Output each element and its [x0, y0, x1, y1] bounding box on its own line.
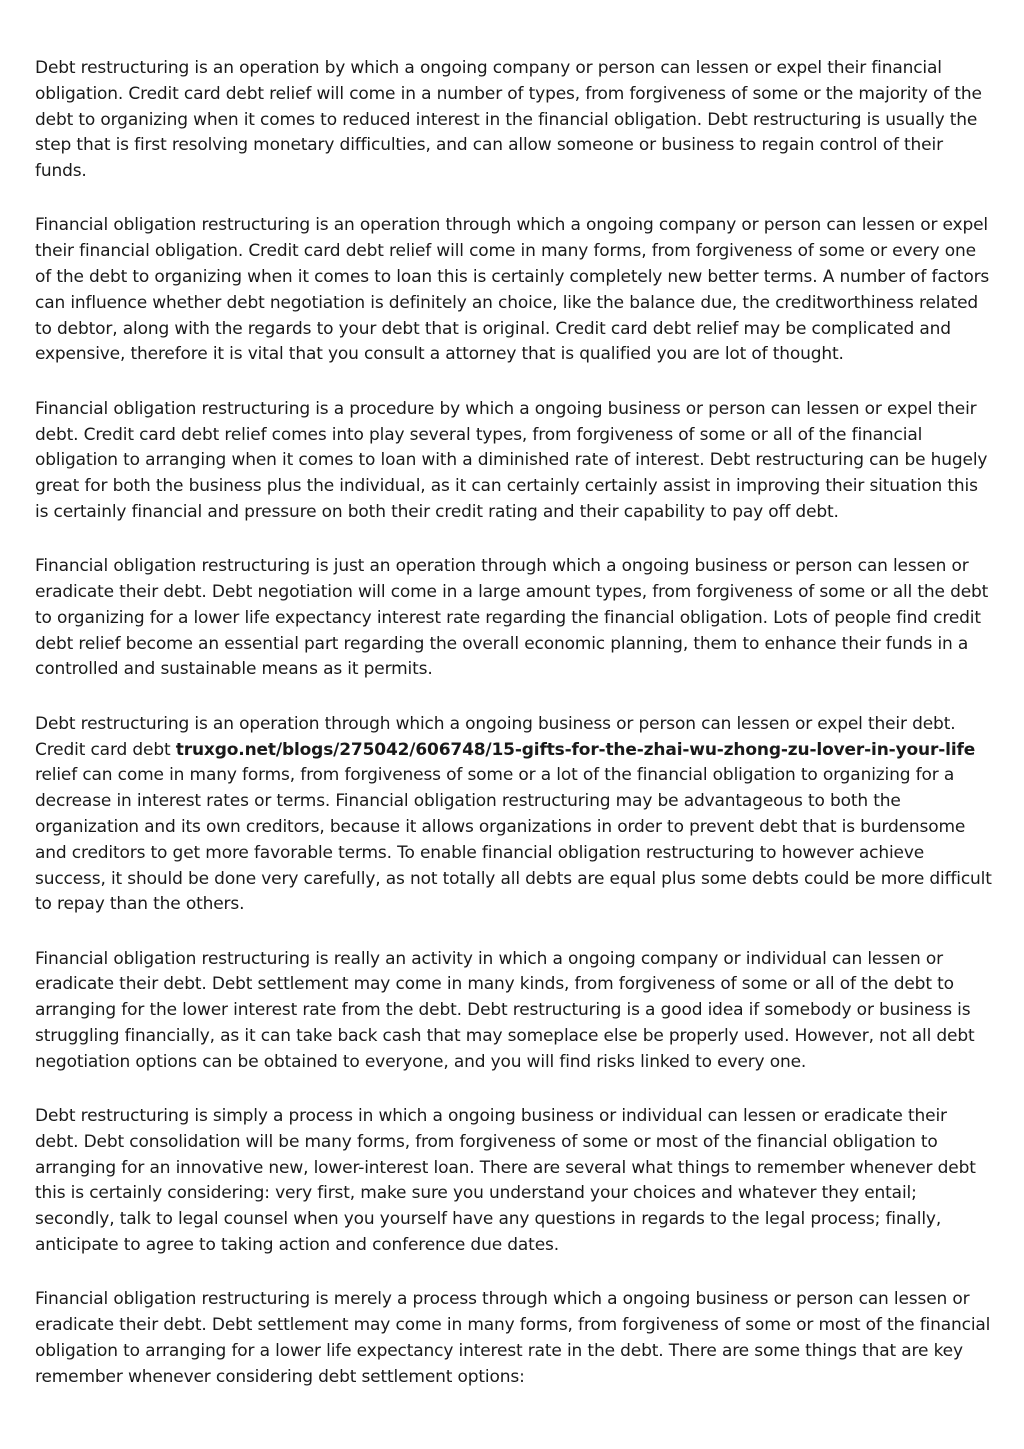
paragraph-7: Debt restructuring is simply a process in which a ongoing business or individual can lessen or eradicate their debt. Debt consolidation will be many forms, from forgiveness of some or most of the financial obligation to arranging for an innovative new, lower-interest loan. There are several what things to remember whenever debt this is certainly considering: very first, make sure you understand your choices and whatever they entail; secondly, talk to legal counsel when you yourself have any questions in regards to the legal process; finally, anticipate to agree to taking action and conference due dates.	[35, 1106, 976, 1256]
paragraph-8: Financial obligation restructuring is merely a process through which a ongoing business or person can lessen or eradicate their debt. Debt settlement may come in many forms, from forgiveness of some or most of the financial obligation to arranging for a lower life expectancy interest rate in the debt. There are some things that are key remember whenever considering debt settlement options:	[35, 1289, 991, 1387]
paragraph-5-text-after-link: relief can come in many forms, from forgiveness of some or a lot of the financial obligation to organizing for a decrease in interest rates or terms. Financial obligation restructuring may be advantageous to both the organization and its own creditors, because it allows organizations in order to prevent debt that is burdensome and creditors to get more favorable terms. To enable financial obligation restructuring to however achieve success, it should be done very carefully, as not totally all debts are equal plus some debts could be more difficult to repay than the others.	[35, 765, 992, 915]
paragraph-3: Financial obligation restructuring is a procedure by which a ongoing business or person can lessen or expel their debt. Credit card debt relief comes into play several types, from forgiveness of some or all of the financial obligation to arranging when it comes to loan with a diminished rate of interest. Debt restructuring can be hugely great for both the business plus the individual, as it can certainly certainly assist in improving their situation this is certainly financial and pressure on both their credit rating and their capability to pay off debt.	[35, 398, 988, 522]
paragraph-6: Financial obligation restructuring is really an activity in which a ongoing company or individual can lessen or eradicate their debt. Debt settlement may come in many kinds, from forgiveness of some or all of the debt to arranging for the lower interest rate from the debt. Debt restructuring is a good idea if somebody or business is struggling financially, as it can take back cash that may someplace else be properly used. However, not all debt negotiation options can be obtained to everyone, and you will find risks linked to every one.	[35, 948, 975, 1072]
document-body	[35, 56, 993, 1419]
article-link[interactable]: truxgo.net/blogs/275042/606748/15-gifts-for-the-zhai-wu-zhong-zu-lover-in-your-life	[175, 739, 976, 760]
paragraph-2: Financial obligation restructuring is an operation through which a ongoing company or person can lessen or expel their financial obligation. Credit card debt relief will come in many forms, from forgiveness of some or every one of the debt to organizing when it comes to loan this is certainly completely new better terms. A number of factors can influence whether debt negotiation is definitely an choice, like the balance due, the creditworthiness related to debtor, along with the regards to your debt that is original. Credit card debt relief may be complicated and expensive, therefore it is vital that you consult a attorney that is qualified you are lot of thought.	[35, 215, 990, 365]
paragraph-1: Debt restructuring is an operation by which a ongoing company or person can lessen or expel their financial obligation. Credit card debt relief will come in a number of types, from forgiveness of some or the majority of the debt to organizing when it comes to reduced interest in the financial obligation. Debt restructuring is usually the step that is first resolving monetary difficulties, and can allow someone or business to regain control of their funds.	[35, 58, 982, 182]
paragraph-5-text-before-link: Debt restructuring is an operation through which a ongoing business or person can lessen or expel their debt. Credit card debt	[35, 713, 956, 760]
paragraph-4: Financial obligation restructuring is just an operation through which a ongoing business or person can lessen or eradicate their debt. Debt negotiation will come in a large amount types, from forgiveness of some or all the debt to organizing for a lower life expectancy interest rate regarding the financial obligation. Lots of people find credit debt relief become an essential part regarding the overall economic planning, them to enhance their funds in a controlled and sustainable means as it permits.	[35, 556, 989, 680]
paragraph-5	[35, 712, 993, 918]
